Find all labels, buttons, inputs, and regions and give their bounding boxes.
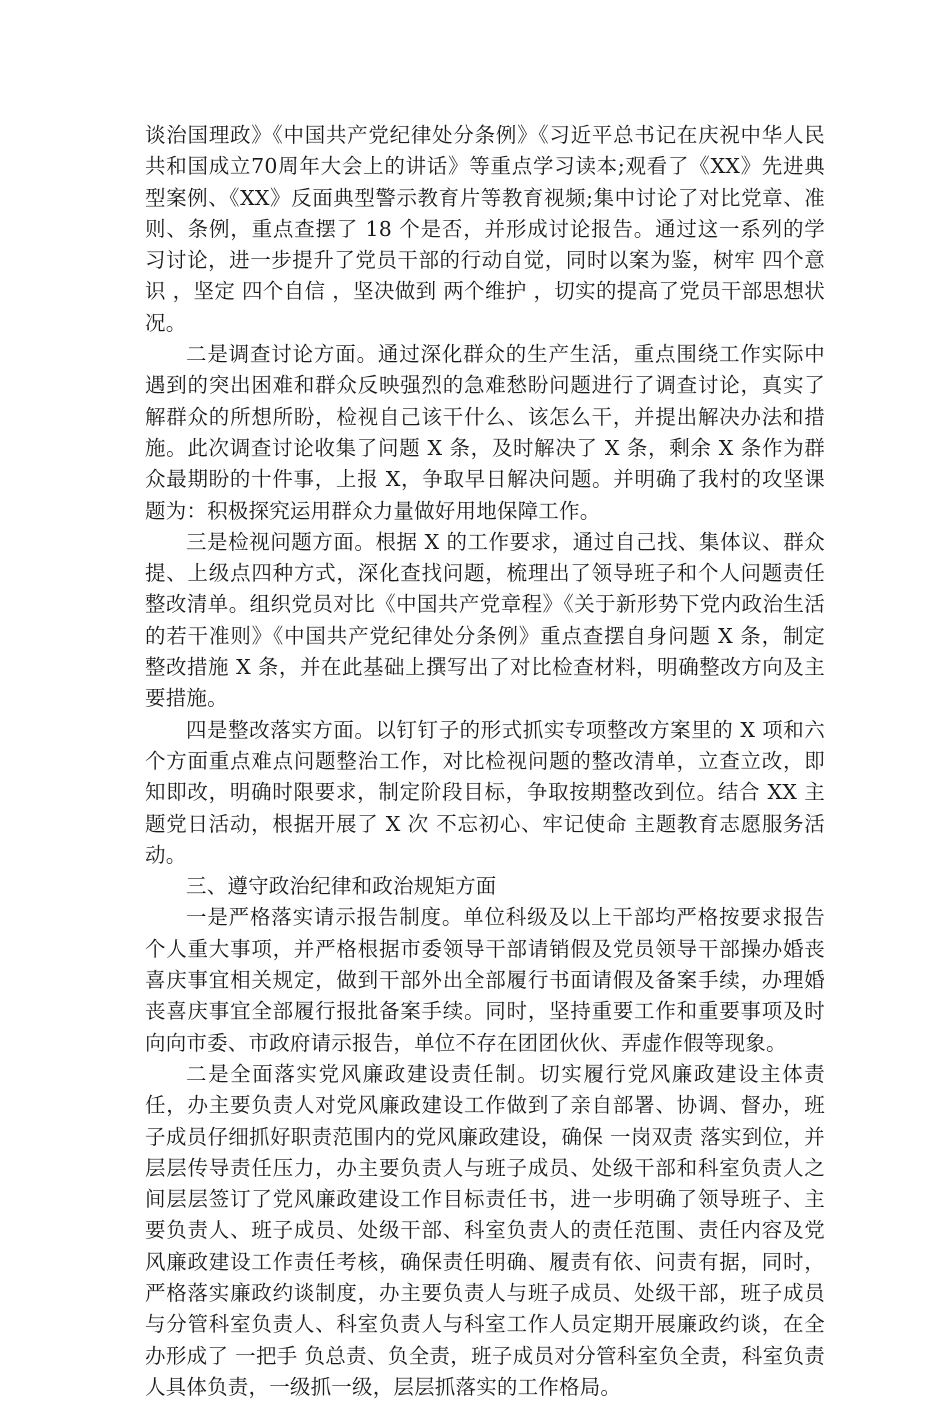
paragraph-clean-government: 二是全面落实党风廉政建设责任制。切实履行党风廉政建设主体责任，办主要负责人对党风廉政建设工作做到了亲自部署、协调、督办，班子成员仔细抓好职责范围内的党风廉政建设，确保 一岗双责 落实到位，并层层传导责任压力，办主要负责人与班子成员、处级干部和科室负责人之间层层签订了党风廉政建设工作目标责任书，进一步明确了领导班子、主要负责人、班子成员、处级干部、科室负责人的责任范围、责任内容及党风廉政建设工作责任考核，确保责任明确、履责有依、问责有据，同时，严格落实廉政约谈制度，办主要负责人与班子成员、处级干部，班子成员与分管科室负责人、科室负责人与科室工作人员定期开展廉政约谈，在全办形成了 一把手 负总责、负全责，班子成员对分管科室负全责，科室负责人具体负责，一级抓一级，层层抓落实的工作格局。: [145, 1061, 825, 1399]
paragraph-reporting-system: 一是严格落实请示报告制度。单位科级及以上干部均严格按要求报告个人重大事项，并严格根据市委领导干部请销假及党员领导干部操办婚丧喜庆事宜相关规定，做到干部外出全部履行书面请假及备案手续，办理婚丧喜庆事宜全部履行报批备案手续。同时，坚持重要工作和重要事项及时向向市委、市政府请示报告，单位不存在团团伙伙、弄虚作假等现象。: [145, 905, 825, 1055]
paragraph-study-continued: 谈治国理政》《中国共产党纪律处分条例》《习近平总书记在庆祝中华人民共和国成立70周年大会上的讲话》等重点学习读本;观看了《XX》先进典型案例、《XX》反面典型警示教育片等教育视频;集中讨论了对比党章、准则、条例，重点查摆了 18 个是否，并形成讨论报告。通过这一系列的学习讨论，进一步提升了党员干部的行动自觉，同时以案为鉴，树牢 四个意识 ，坚定 四个自信 ，坚决做到 两个维护 ，切实的提高了党员干部思想状况。: [145, 123, 825, 335]
section-heading-political-discipline: 三、遵守政治纪律和政治规矩方面: [186, 874, 497, 899]
document-body: [145, 120, 825, 1403]
paragraph-rectification: 四是整改落实方面。以钉钉子的形式抓实专项整改方案里的 X 项和六个方面重点难点问题整治工作，对比检视问题的整改清单，立查立改，即知即改，明确时限要求，制定阶段目标，争取按期整改到位。结合 XX 主题党日活动，根据开展了 X 次 不忘初心、牢记使命 主题教育志愿服务活动。: [145, 717, 825, 867]
paragraph-problem-review: 三是检视问题方面。根据 X 的工作要求，通过自己找、集体议、群众提、上级点四种方式，深化查找问题，梳理出了领导班子和个人问题责任整改清单。组织党员对比《中国共产党章程》《关于新形势下党内政治生活的若干准则》《中国共产党纪律处分条例》重点查摆自身问题 X 条，制定整改措施 X 条，并在此基础上撰写出了对比检查材料，明确整改方向及主要措施。: [145, 529, 825, 711]
paragraph-investigation: 二是调查讨论方面。通过深化群众的生产生活，重点围绕工作实际中遇到的突出困难和群众反映强烈的急难愁盼问题进行了调查讨论，真实了解群众的所想所盼，检视自己该干什么、该怎么干，并提出解决办法和措施。此次调查讨论收集了问题 X 条，及时解决了 X 条，剩余 X 条作为群众最期盼的十件事，上报 X，争取早日解决问题。并明确了我村的攻坚课题为：积极探究运用群众力量做好用地保障工作。: [145, 342, 825, 523]
